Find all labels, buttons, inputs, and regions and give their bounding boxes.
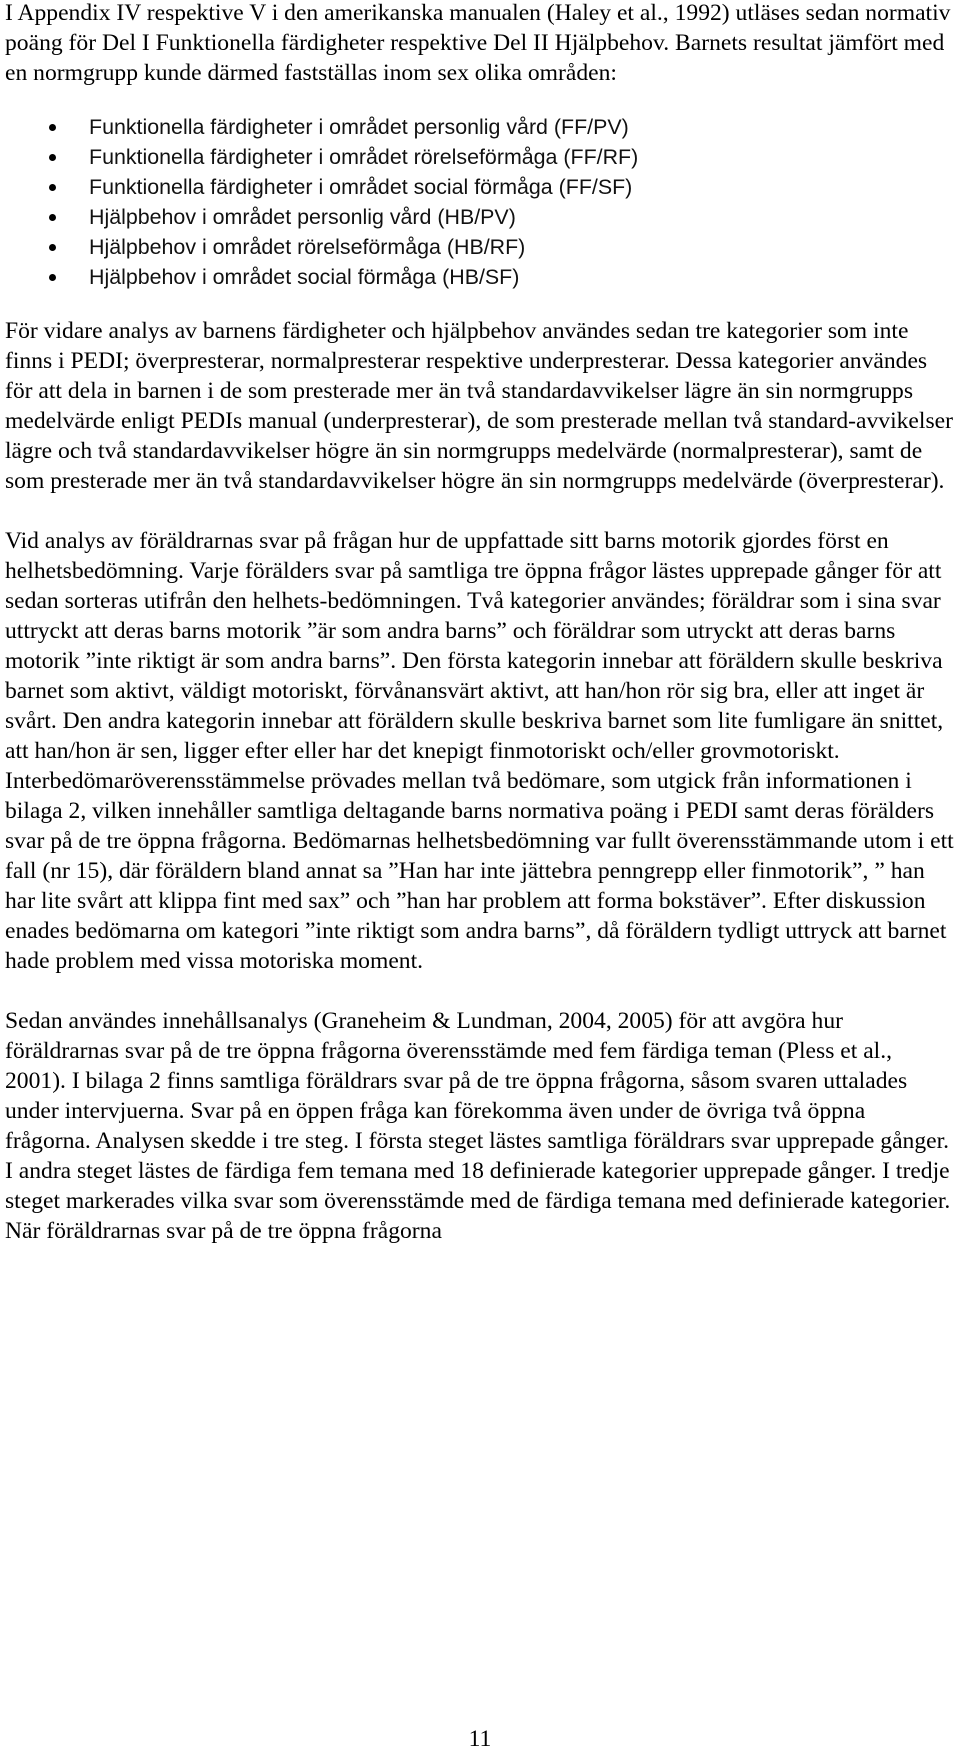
bullet-icon xyxy=(49,214,56,221)
bullet-icon xyxy=(49,124,56,131)
list-item-text: Funktionella färdigheter i området personlig vård (FF/PV) xyxy=(89,115,629,139)
list-item xyxy=(5,202,955,232)
bullet-icon xyxy=(49,184,56,191)
bullet-icon xyxy=(49,154,56,161)
intro-paragraph: I Appendix IV respektive V i den amerikanska manualen (Haley et al., 1992) utläses sedan normativ poäng för Del I Funktionella färdigheter respektive Del II Hjälpbehov. Barnets resultat jämfört med en normgrupp kunde därmed fastställas inom sex olika områden: xyxy=(5,0,951,86)
list-item xyxy=(5,142,955,172)
bullet-icon xyxy=(49,274,56,281)
list-item-text: Funktionella färdigheter i området social förmåga (FF/SF) xyxy=(89,175,633,199)
list-item xyxy=(5,112,955,142)
categories-paragraph: För vidare analys av barnens färdigheter och hjälpbehov användes sedan tre kategorier som inte finns i PEDI; överpresterar, normalpresterar respektive underpresterar. Dessa kategorier användes för att dela in barnen i de som presterade mer än två standardavvikelser lägre än sin normgrupps medelvärde enligt PEDIs manual (underpresterar), de som presterade mellan två standard-avvikelser lägre och två standardavvikelser högre än sin normgrupps medelvärde (normalpresterar), samt de som presterade mer än två standardavvikelser högre än sin normgrupps medelvärde (överpresterar). xyxy=(5,318,953,494)
list-item-text: Hjälpbehov i området social förmåga (HB/SF) xyxy=(89,265,520,289)
list-item-text: Funktionella färdigheter i området rörelseförmåga (FF/RF) xyxy=(89,145,639,169)
area-list xyxy=(5,112,955,292)
list-item-text: Hjälpbehov i området rörelseförmåga (HB/RF) xyxy=(89,235,526,259)
bullet-icon xyxy=(49,244,56,251)
list-item xyxy=(5,262,955,292)
list-item xyxy=(5,172,955,202)
list-item-text: Hjälpbehov i området personlig vård (HB/PV) xyxy=(89,205,516,229)
content-analysis-paragraph: Sedan användes innehållsanalys (Graneheim & Lundman, 2004, 2005) för att avgöra hur föräldrarnas svar på de tre öppna frågorna överensstämde med fem färdiga teman (Pless et al., 2001). I bilaga 2 finns samtliga föräldrars svar på de tre öppna frågorna, såsom svaren uttalades under intervjuerna. Svar på en öppen fråga kan förekomma även under de övriga två öppna frågorna. Analysen skedde i tre steg. I första steget lästes samtliga föräldrars svar upprepade gånger. I andra steget lästes de färdiga fem temana med 18 definierade kategorier upprepade gånger. I tredje steget markerades vilka svar som överensstämde med de färdiga temana med definierade kategorier. När föräldrarnas svar på de tre öppna frågorna xyxy=(5,1008,951,1244)
document-page xyxy=(5,0,955,1246)
parent-analysis-paragraph: Vid analys av föräldrarnas svar på frågan hur de uppfattade sitt barns motorik gjordes först en helhetsbedömning. Varje förälders svar på samtliga tre öppna frågor lästes upprepade gånger för att sedan sorteras utifrån den helhets-bedömningen. Två kategorier användes; föräldrar som i sina svar uttryckt att deras barns motorik ”är som andra barns” och föräldrar som utryckt att deras barns motorik ”inte riktigt är som andra barns”. Den första kategorin innebar att föräldern skulle beskriva barnet som aktivt, väldigt motoriskt, förvånansvärt aktivt, att han/hon rör sig bra, eller att inget är svårt. Den andra kategorin innebar att föräldern skulle beskriva barnet som lite fumligare än snittet, att han/hon är sen, ligger efter eller har det knepigt finmotoriskt och/eller grovmotoriskt. Interbedömaröverensstämmelse prövades mellan två bedömare, som utgick från informationen i bilaga 2, vilken innehåller samtliga deltagande barns normativa poäng i PEDI samt deras förälders svar på de tre öppna frågorna. Bedömarnas helhetsbedömning var fullt överensstämmande utom i ett fall (nr 15), där föräldern bland annat sa ”Han har inte jättebra penngrepp eller finmotorik”, ” han har lite svårt att klippa fint med sax” och ”han har problem att forma bokstäver”. Efter diskussion enades bedömarna om kategori ”inte riktigt som andra barns”, då föräldern tydligt uttryck att barnet hade problem med vissa motoriska moment. xyxy=(5,528,954,974)
page-number: 11 xyxy=(468,1726,492,1752)
list-item xyxy=(5,232,955,262)
